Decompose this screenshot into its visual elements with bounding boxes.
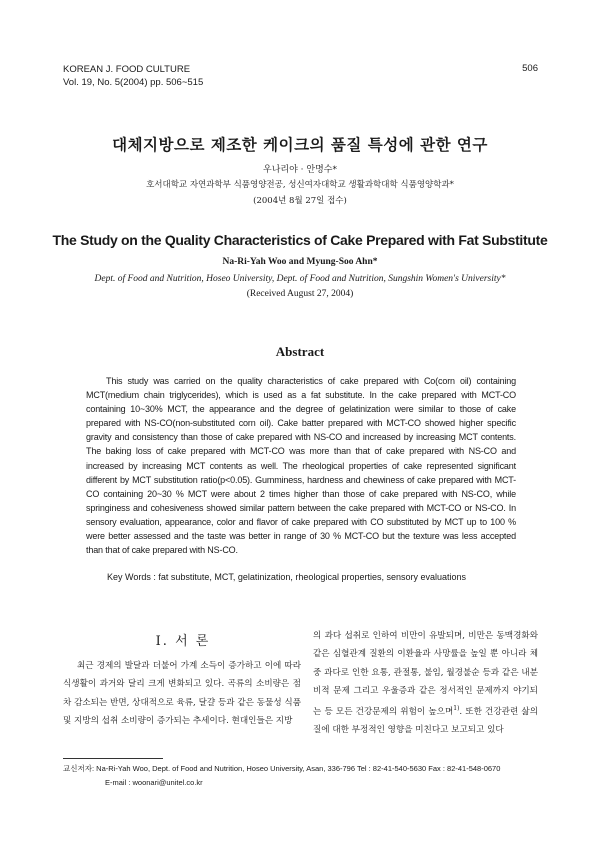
footnote bbox=[63, 762, 500, 790]
korean-affiliation: 호서대학교 자연과학부 식품영양전공, 성신여자대학교 생활과학대학 식품영양학과* bbox=[146, 180, 454, 190]
english-title: The Study on the Quality Characteristics of Cake Prepared with Fat Substitute bbox=[52, 232, 548, 248]
footnote-divider bbox=[63, 758, 163, 759]
keywords: Key Words : fat substitute, MCT, gelatinization, rheological properties, sensory evaluations bbox=[107, 572, 467, 582]
journal-header bbox=[63, 63, 203, 89]
body-right-column bbox=[313, 627, 538, 740]
journal-name: KOREAN J. FOOD CULTURE bbox=[63, 64, 191, 75]
english-affiliation: Dept. of Food and Nutrition, Hoseo University, Dept. of Food and Nutrition, Sungshin Women's University* bbox=[94, 274, 506, 284]
english-authors: Na-Ri-Yah Woo and Myung-Soo Ahn* bbox=[222, 257, 378, 267]
right-column-text: 의 과다 섭취로 인하여 비만이 유발되며, 비만은 동맥경화와 같은 심혈관계 질환의 이환율과 사망률을 높일 뿐 아니라 체중 과다로 인한 요통, 관절통, 불임, 월경불순 등과 같은 내분비적 문제 그리고 우울증과 같은 정서적인 문제까지 야기되는 등 모든 건강문제의 위험이 높으며 bbox=[313, 631, 538, 718]
right-column-text-end: . 또한 건강관련 삶의 질에 대한 부정적인 영향을 미친다고 보고되고 있다 bbox=[313, 707, 538, 736]
citation-marker: 1) bbox=[453, 705, 460, 713]
footnote-correspondence: 교신저자: Na-Ri-Yah Woo, Dept. of Food and Nutrition, Hoseo University, Asan, 336-796 Tel : 82-41-540-5630 Fax : 82-41-548-0670 bbox=[63, 764, 501, 773]
section-heading-introduction: I. 서 론 bbox=[155, 634, 211, 649]
korean-received-date: (2004년 8월 27일 접수) bbox=[253, 196, 347, 206]
abstract-heading: Abstract bbox=[275, 344, 325, 359]
english-received-date: (Received August 27, 2004) bbox=[246, 289, 354, 299]
body-left-column: 최근 경제의 발달과 더불어 가계 소득이 증가하고 이에 따라 식생활이 과거와 달리 크게 변화되고 있다. 곡류의 소비량은 점차 감소되는 반면, 상대적으로 육류, 달걀 등과 같은 동물성 식품 및 지방의 섭취 소비량이 증가되는 추세이다. 현대인들은 지방 bbox=[63, 661, 301, 726]
journal-volume: Vol. 19, No. 5(2004) pp. 506~515 bbox=[63, 77, 204, 88]
footnote-email: E-mail : woonari@unitel.co.kr bbox=[105, 778, 203, 787]
abstract-text: This study was carried on the quality characteristics of cake prepared with Co(corn oil) containing MCT(medium chain triglycerides), which is used as a fat substitute. In the cake prepared with MCT-CO containing 10~30% MCT, the appearance and the degree of gelatinization were similar to those of cake prepared with NS-CO(non-substituted corn oil). Cake batter prepared with MCT-CO showed higher specific gravity and consistency than those of cake prepared with NS-CO and increased by increasing MCT contents. The baking loss of cake prepared with MCT-CO was more than that of cake prepared with NS-CO and increased by increasing MCT contents as well. The rheological properties of cake represented significant different by MCT substitution ratio(p<0.05). Gumminess, hardness and chewiness of cake prepared with MCT-CO containing 20~30 % MCT were about 2 times higher than those of cake prepared with NS-CO, while springiness and cohesiveness showed similar pattern between the cake prepared with MCT-CO or NS-CO. In sensory evaluation, appearance, color and flavor of cake prepared with CO substituted by MCT up to 100 % were better assessed and the taste was better in range of 30 % MCT-CO but the texture was less accepted than that of cake prepared with NS-CO. bbox=[86, 376, 516, 556]
page-number: 506 bbox=[522, 63, 538, 74]
korean-title: 대체지방으로 제조한 케이크의 품질 특성에 관한 연구 bbox=[112, 136, 488, 154]
korean-authors: 우나리야 · 안명수* bbox=[263, 165, 337, 175]
